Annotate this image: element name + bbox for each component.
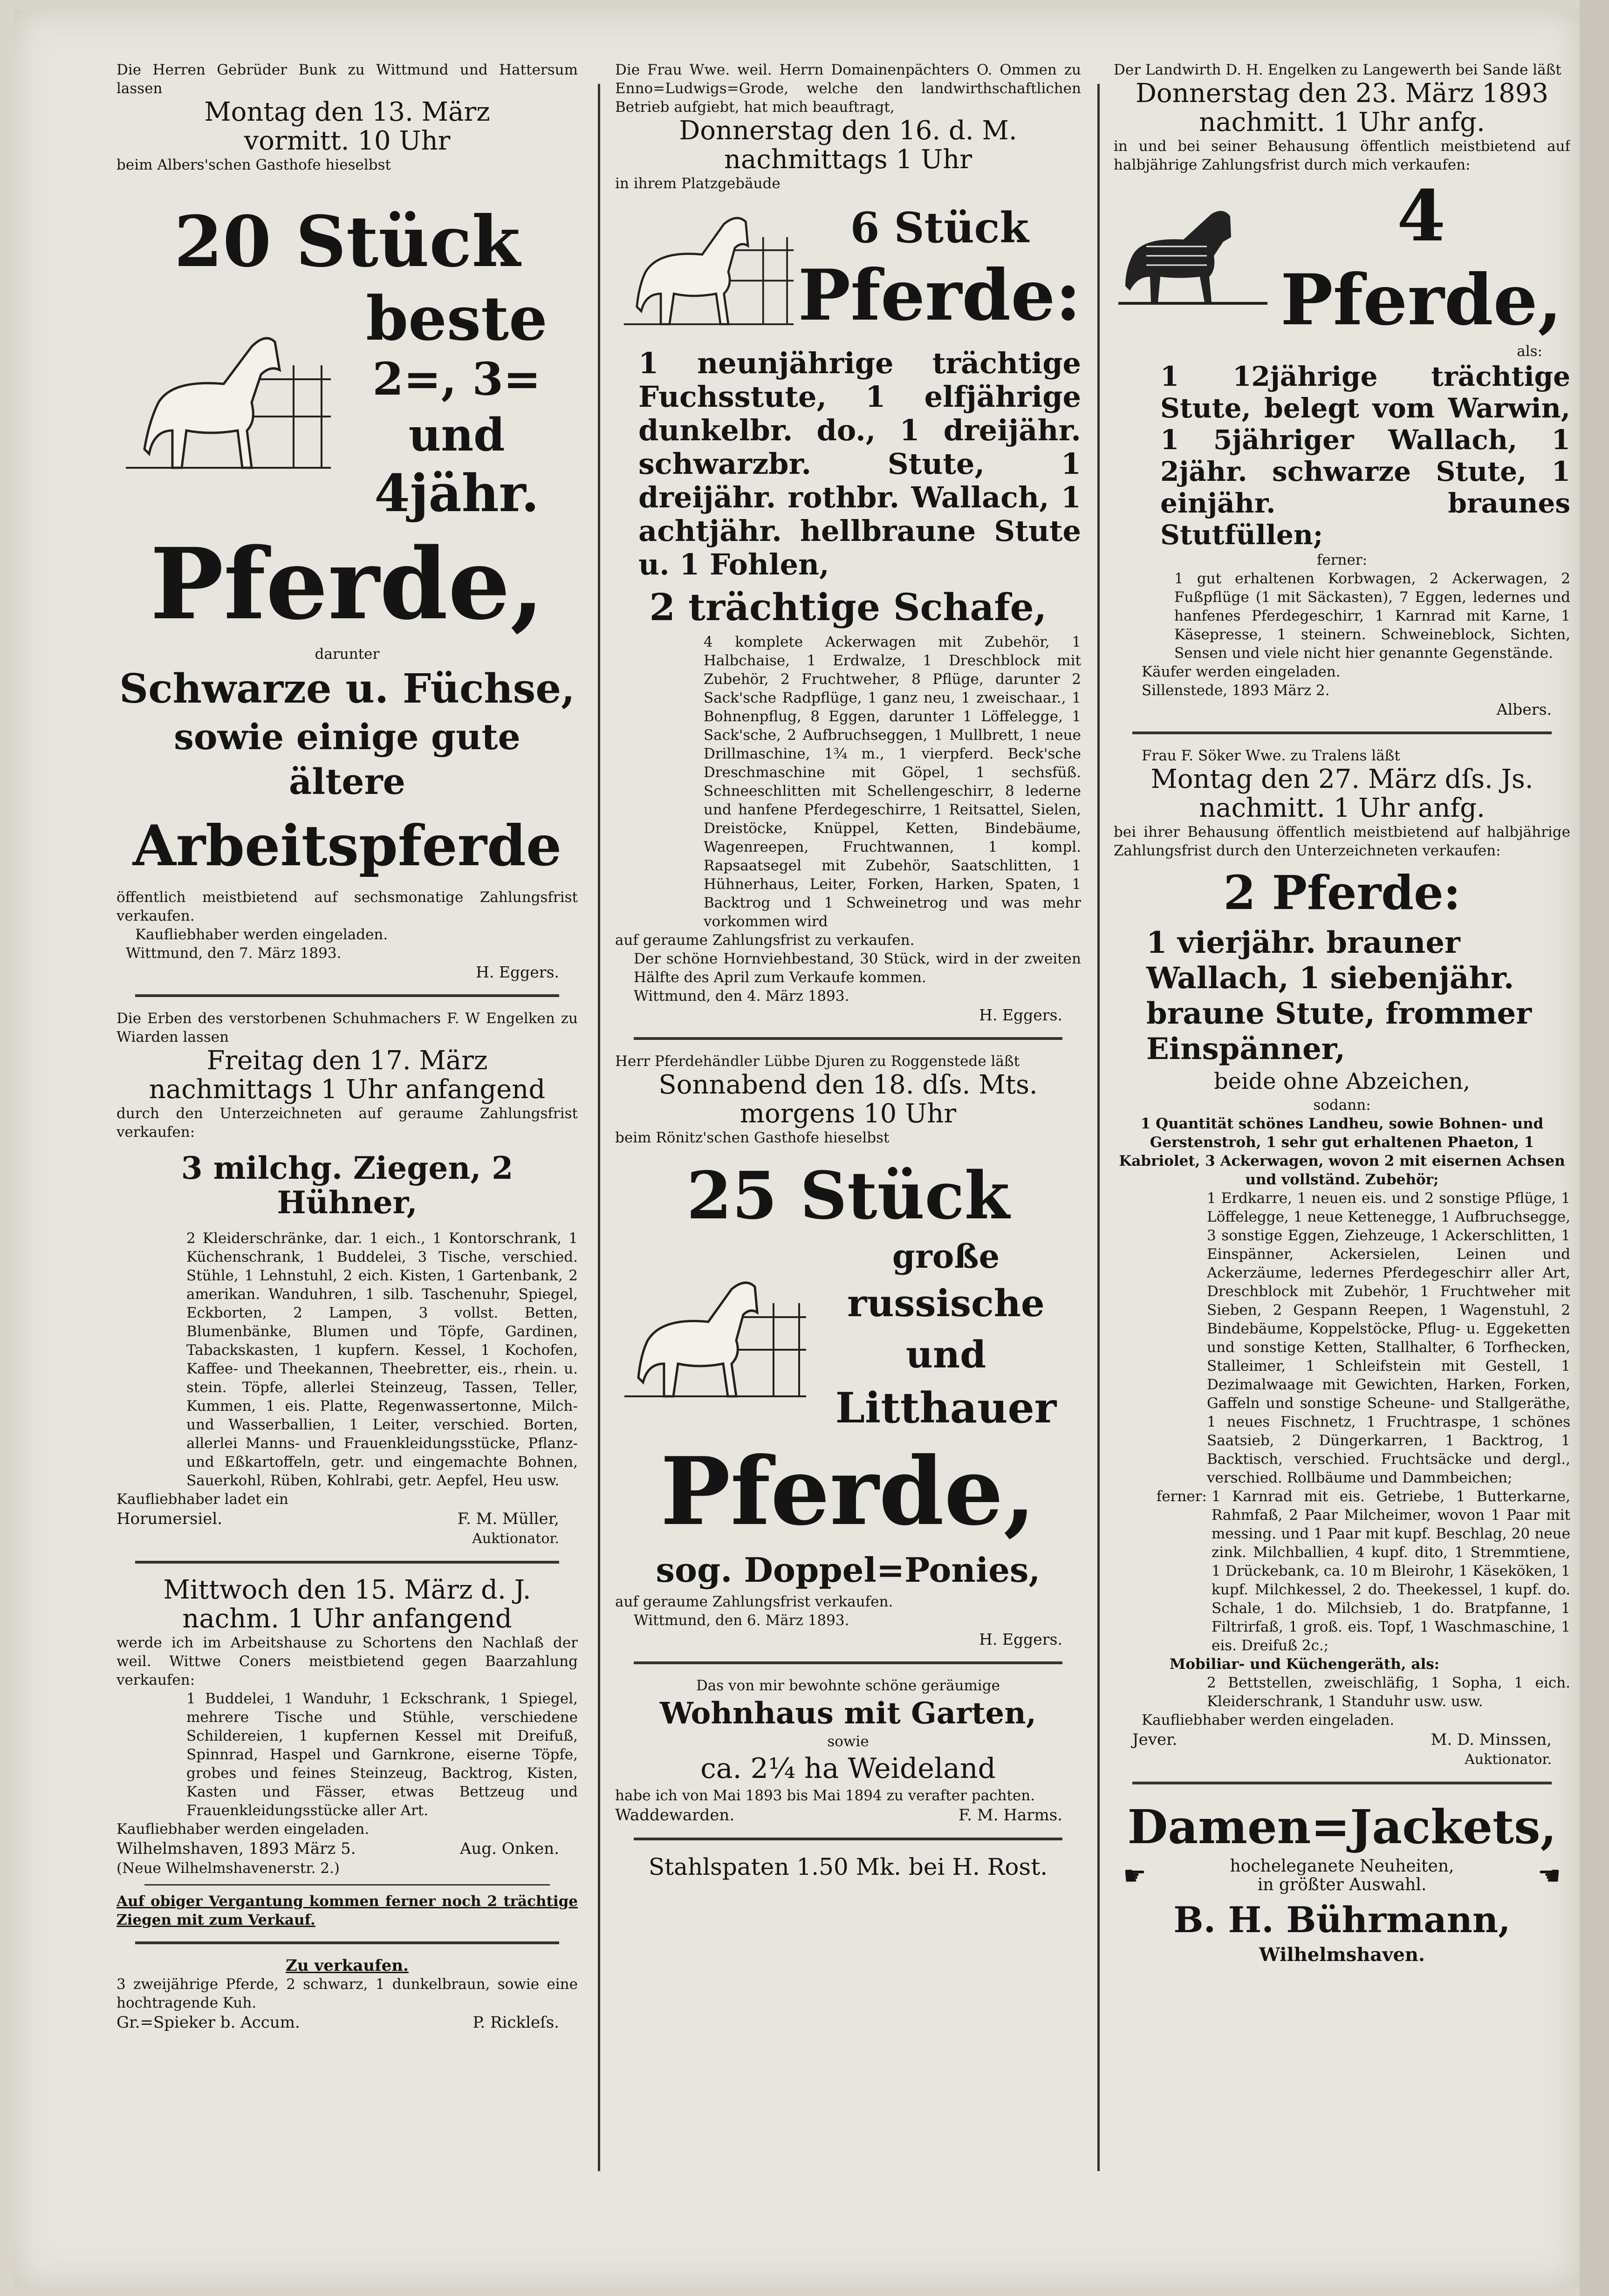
ad-intro: Die Erben des verstorbenen Schuhmachers F. W Engelken zu Wiarden lassen bbox=[116, 1010, 578, 1046]
ad-buyers: Käufer werden eingeladen. bbox=[1142, 663, 1341, 680]
ad-place: beim Albers'schen Gasthofe hieselbst bbox=[116, 157, 391, 173]
advertisement-djuren-horse-sale bbox=[615, 1052, 1081, 1649]
page-edge bbox=[1580, 0, 1609, 2296]
ad-intro: werde ich im Arbeitshause zu Schortens den Nachlaß der weil. Wittwe Coners meistbietend gegen Baarzahlung verkaufen: bbox=[116, 1634, 578, 1688]
ad-signature: H. Eggers. bbox=[979, 1006, 1062, 1024]
ad-line4: sog. Doppel=Ponies, bbox=[656, 1550, 1041, 1590]
ad-place: Horumersiel. bbox=[116, 1510, 223, 1528]
ad-role: Auktionator. bbox=[472, 1531, 559, 1547]
ad-date: Sonnabend den 18. dſs. Mts. bbox=[658, 1070, 1038, 1100]
divider bbox=[135, 994, 559, 997]
ad-place: in ihrem Platzgebäude bbox=[615, 175, 781, 192]
ad-role: Auktionator. bbox=[1465, 1751, 1552, 1768]
ad-date: Montag den 27. März dſs. Js. bbox=[1150, 764, 1534, 794]
ad-area: ca. 2¼ ha Weideland bbox=[700, 1752, 996, 1785]
horse-icon bbox=[615, 1257, 811, 1415]
divider bbox=[144, 1884, 550, 1886]
advertisement-for-sale bbox=[116, 1956, 578, 2033]
ad-time: nachmitt. 1 Uhr anfg. bbox=[1199, 793, 1485, 823]
ad-list-bold: 1 Quantität schönes Landheu, sowie Bohnen- und Gerstenstroh, 1 sehr gut erhaltenen Phaeton, 1 Kabriolet, 3 Ackerwagen, wovon 2 mit eisernen Achsen und vollständ. Zubehör; bbox=[1119, 1115, 1565, 1188]
ad-ferner-label: ferner: bbox=[1156, 1488, 1207, 1505]
ad-darunter: darunter bbox=[315, 646, 380, 663]
ad-signature: H. Eggers. bbox=[979, 1630, 1062, 1648]
column-rule bbox=[1097, 84, 1100, 2171]
ad-terms: auf geraume Zahlungsfrist verkaufen. bbox=[615, 1593, 893, 1610]
divider bbox=[135, 1561, 559, 1564]
ad-sowie: sowie bbox=[827, 1733, 869, 1750]
ad-place-date: Wittmund, den 7. März 1893. bbox=[126, 945, 342, 962]
advertisement-soeker-auction bbox=[1114, 746, 1570, 1770]
ad-ferner: ferner: bbox=[1316, 552, 1368, 568]
ad-line1: hocheleganete Neuheiten, bbox=[1230, 1857, 1454, 1876]
ad-line2: russische und bbox=[847, 1281, 1045, 1376]
ad-signature: H. Eggers. bbox=[476, 963, 559, 981]
ad-terms: in und bei seiner Behausung öffentlich meistbietend auf halbjährige Zahlungsfrist durch mich verkaufen: bbox=[1114, 138, 1570, 173]
ad-line2: 2=, 3= und bbox=[372, 353, 541, 461]
ad-firm: B. H. Bührmann, bbox=[1173, 1899, 1511, 1941]
ad-place: Jever. bbox=[1132, 1730, 1178, 1749]
ad-headline: Zu verkaufen. bbox=[286, 1956, 409, 1975]
ad-date: Mittwoch den 15. März d. J. bbox=[163, 1575, 531, 1605]
divider bbox=[135, 1941, 559, 1944]
column-2 bbox=[615, 61, 1081, 1881]
ad-date: Donnerstag den 16. d. M. bbox=[679, 116, 1017, 146]
ad-buyers: Kaufliebhaber werden eingeladen. bbox=[1142, 1712, 1395, 1729]
ad-headline: Damen=Jackets, bbox=[1127, 1799, 1557, 1854]
ad-line1: große bbox=[892, 1237, 1000, 1276]
ad-signature: M. D. Minssen, bbox=[1431, 1730, 1552, 1749]
ad-headline: 2 Pferde: bbox=[1223, 865, 1461, 920]
horse-icon bbox=[1114, 205, 1272, 312]
pointing-hand-right-icon: ☛ bbox=[1123, 1860, 1147, 1891]
ad-line2: in größter Auswahl. bbox=[1257, 1875, 1427, 1894]
ad-date: Freitag den 17. März bbox=[206, 1046, 488, 1076]
ad-list-horses: 1 neunjährige trächtige Fuchsstute, 1 elfjährige dunkelbr. do., 1 dreijähr. schwarzbr. Stute, 1 dreijähr. rothbr. Wallach, 1 achtjähr. hellbraune Stute u. 1 Fohlen, bbox=[638, 346, 1081, 581]
ad-count: 20 Stück bbox=[174, 201, 520, 283]
divider bbox=[634, 1661, 1062, 1664]
ad-sodann: sodann: bbox=[1313, 1097, 1371, 1114]
ad-headline: Pferde: bbox=[798, 254, 1081, 336]
ad-line4: Schwarze u. Füchse, bbox=[119, 665, 575, 712]
ad-time: nachmittags 1 Uhr anfangend bbox=[149, 1074, 546, 1105]
ad-place: Gr.=Spieker b. Accum. bbox=[116, 2013, 300, 2032]
ad-intro: Herr Pferdehändler Lübbe Djuren zu Roggenstede läßt bbox=[615, 1053, 1020, 1070]
ad-signature: F. M. Müller, bbox=[457, 1510, 559, 1528]
ad-line3: Litthauer bbox=[835, 1383, 1057, 1433]
advertisement-engelken-auction bbox=[1114, 61, 1570, 719]
ad-address: (Neue Wilhelmshavenerstr. 2.) bbox=[116, 1860, 340, 1877]
ad-headline: 4 Pferde, bbox=[1280, 175, 1562, 341]
ad-date: Donnerstag den 23. März 1893 bbox=[1136, 78, 1548, 109]
ad-mobiliar: Mobiliar- und Küchengeräth, als: bbox=[1170, 1656, 1440, 1673]
ad-headline: Wohnhaus mit Garten, bbox=[659, 1696, 1037, 1731]
ad-count: 6 Stück bbox=[850, 203, 1029, 253]
ad-buyers: Kaufliebhaber ladet ein bbox=[116, 1491, 288, 1508]
ad-time: nachmittags 1 Uhr bbox=[724, 144, 972, 175]
ad-time: vormitt. 10 Uhr bbox=[244, 126, 451, 156]
ad-list-horses: 1 vierjähr. brauner Wallach, 1 siebenjähr. braune Stute, frommer Einspänner, bbox=[1146, 925, 1532, 1066]
ad-text: habe ich von Mai 1893 bis Mai 1894 zu verafter pachten. bbox=[615, 1787, 1035, 1804]
advertisement-spades: Stahlspaten 1.50 Mk. bei H. Rost. bbox=[648, 1853, 1048, 1880]
ad-terms: auf geraume Zahlungsfrist zu verkaufen. bbox=[615, 932, 915, 949]
ad-place-date: Wilhelmshaven, 1893 März 5. bbox=[116, 1839, 356, 1858]
divider bbox=[1132, 731, 1552, 734]
ad-headline-2: 2 trächtige Schafe, bbox=[649, 585, 1047, 629]
ad-item-list: 1 Buddelei, 1 Wanduhr, 1 Eckschrank, 1 Spiegel, mehrere Tische und Stühle, verschiedene Schildereien, 1 kupfernen Kessel mit Dreifuß, Spinnrad, Haspel und Garnkrone, eiserne Töpfe, grobes und feines Steinzeug, Backtrog, Kisten, Kasten und Fässer, etwas Bettzeug und Frauenkleidungsstücke aller Art. bbox=[186, 1690, 578, 1819]
ad-headline-2: Arbeitspferde bbox=[132, 813, 562, 879]
ad-place-date: Wittmund, den 6. März 1893. bbox=[634, 1612, 849, 1629]
ad-note: Auf obiger Vergantung kommen ferner noch 2 trächtige Ziegen mit zum Verkauf. bbox=[116, 1893, 578, 1928]
ad-intro: Frau F. Söker Wwe. zu Tralens läßt bbox=[1142, 747, 1400, 764]
column-rule bbox=[598, 84, 600, 2171]
advertisement-engelken-estate bbox=[116, 1009, 578, 1549]
ad-place-date: Wittmund, den 4. März 1893. bbox=[634, 988, 849, 1004]
ad-list-horses: 1 12jährige trächtige Stute, belegt vom Warwin, 1 5jähriger Wallach, 1 2jähr. schwarze Stute, 1 einjähr. braunes Stutfüllen; bbox=[1160, 361, 1570, 551]
divider bbox=[1132, 1782, 1552, 1784]
ad-buyers: Kaufliebhaber werden eingeladen. bbox=[116, 1821, 370, 1838]
ad-intro: Das von mir bewohnte schöne geräumige bbox=[696, 1677, 1000, 1694]
ad-place: beim Rönitz'schen Gasthofe hieselbst bbox=[615, 1129, 890, 1146]
ad-terms: bei ihrer Behausung öffentlich meistbietend auf halbjährige Zahlungsfrist durch den Unterzeichneten verkaufen: bbox=[1114, 824, 1570, 859]
ad-signature: Aug. Onken. bbox=[459, 1839, 559, 1858]
ad-item-list: 2 Kleiderschränke, dar. 1 eich., 1 Kontorschrank, 1 Küchenschrank, 1 Buddelei, 3 Tische, verschied. Stühle, 1 Lehnstuhl, 2 eich. Kisten, 1 Gartenbank, 2 amerikan. Wanduhren, 1 silb. Taschenuhr, Spiegel, Eckborten, 2 Lampen, 3 vollst. Betten, Blumenbänke, Blumen und Töpfe, Gardinen, Tabackskasten, 1 kupfern. Kessel, 1 Kochofen, Kaffee- und Theekannen, Theebretter, eis., rhein. u. stein. Töpfe, allerlei Steinzeug, Tassen, Teller, Kummen, 1 eis. Platte, Regenwassertonne, Milch- und Wasserballien, 1 Leiter, verschied. Borten, allerlei Manns- und Frauenkleidungsstücke, Pflanz- und Eßkartoffeln, getr. und eingemachte Bohnen, Sauerkohl, Rüben, Kohlrabi, getr. Aepfel, Heu usw. bbox=[186, 1230, 578, 1489]
column-1 bbox=[116, 61, 578, 2033]
ad-terms: durch den Unterzeichneten auf geraume Zahlungsfrist verkaufen: bbox=[116, 1105, 578, 1141]
advertisement-ladies-jackets bbox=[1114, 1797, 1570, 1964]
advertisement-house-rental bbox=[615, 1676, 1081, 1825]
advertisement-coners-estate bbox=[116, 1576, 578, 1929]
ad-item-list: 1 Erdkarre, 1 neuen eis. und 2 sonstige Pflüge, 1 Löffelegge, 1 neue Kettenegge, 1 Aufbruchsegge, 3 sonstige Eggen, Ziehzeuge, 1 Ackerschlitten, 1 Einspänner, Ackersielen, Leinen und Ackerzäume, ledernes Pferdegeschirr aller Art, Dreschblock mit Zubehör, 1 Fruchtweher mit Sieben, 2 Gespann Reepen, 1 Wagenstuhl, 2 Bindebäume, Koppelstöcke, Pflug- u. Eggeketten und sonstige Ketten, Stallhalter, 6 Torfhecken, Stalleimer, 1 Schleifstein mit Gestell, 1 Dezimalwaage mit Gewichten, Harken, Forken, Gaffeln und sonstige Scheune- und Stallgeräthe, 1 neues Fischnetz, 1 Fruchtraspe, 1 schönes Saatsieb, 2 Düngerkarren, 1 Backtrog, 1 Backtisch, verschied. Fruchtsäcke und dergl., verschied. Rollbäume und Dammbeichen; bbox=[1207, 1190, 1570, 1486]
ad-date: Montag den 13. März bbox=[204, 97, 490, 127]
ad-mobiliar-list: 2 Bettstellen, zweischläfig, 1 Sopha, 1 eich. Kleiderschrank, 1 Standuhr usw. usw. bbox=[1207, 1674, 1570, 1710]
ad-signature: Albers. bbox=[1496, 700, 1552, 718]
column-3 bbox=[1114, 61, 1570, 1964]
horse-icon bbox=[116, 314, 335, 496]
ad-headline: Pferde, bbox=[150, 526, 545, 642]
ad-headline: 3 milchg. Ziegen, 2 Hühner, bbox=[181, 1150, 514, 1221]
ad-signature: P. Rickleſs. bbox=[472, 2013, 559, 2032]
advertisement-ommen-auction bbox=[615, 61, 1081, 1025]
ad-ferner-list: 1 Karnrad mit eis. Getriebe, 1 Butterkarne, Rahmfaß, 2 Paar Milcheimer, wovon 1 Paar mit messing. und 1 Paar mit kupf. Beschlag, 20 neue zink. Milchballien, 4 kupf. dito, 1 Stremmtiene, 1 Drückebank, ca. 10 m Bleirohr, 1 Käseköken, 1 kupf. Milchkessel, 2 do. Theekessel, 1 kupf. do. Schale, 1 do. Milchsieb, 1 do. Bratpfanne, 1 Filtrirfaß, 1 groß. eis. Topf, 1 Waschmaschine, 1 eis. Dreifuß 2c.; bbox=[1212, 1488, 1570, 1654]
ad-line3: 4jähr. bbox=[374, 463, 539, 523]
ad-count: 25 Stück bbox=[686, 1158, 1010, 1234]
ad-intro: Die Frau Wwe. weil. Herrn Domainenpächters O. Ommen zu Enno=Ludwigs=Grode, welche den landwirthschaftlichen Betrieb aufgiebt, hat mich beauftragt, bbox=[615, 62, 1081, 116]
ad-time: morgens 10 Uhr bbox=[739, 1099, 957, 1129]
ad-als: als: bbox=[1517, 343, 1542, 360]
ad-time: nachm. 1 Uhr anfangend bbox=[182, 1604, 512, 1634]
ad-line: beide ohne Abzeichen, bbox=[1213, 1068, 1471, 1094]
ad-intro: Die Herren Gebrüder Bunk zu Wittmund und Hattersum lassen bbox=[116, 62, 578, 97]
ad-time: nachmitt. 1 Uhr anfg. bbox=[1199, 107, 1485, 137]
ad-place: Waddewarden. bbox=[615, 1806, 735, 1824]
ad-buyers: Kaufliebhaber werden eingeladen. bbox=[135, 926, 388, 943]
ad-place-date: Sillenstede, 1893 März 2. bbox=[1142, 682, 1330, 699]
pointing-hand-left-icon: ☚ bbox=[1537, 1860, 1561, 1891]
advertisement-horse-auction-bunk bbox=[116, 61, 578, 982]
ad-terms: öffentlich meistbietend auf sechsmonatige Zahlungsfrist verkaufen. bbox=[116, 889, 578, 924]
ad-item-list: 4 komplete Ackerwagen mit Zubehör, 1 Halbchaise, 1 Erdwalze, 1 Dreschblock mit Zubehör, 2 Fruchtweher, 8 Pflüge, darunter 2 Sack'sche Radpflüge, 1 ganz neu, 1 zweischaar., 1 Bohnenpflug, 8 Eggen, darunter 1 Löffelegge, 1 Sack'sche, 2 Aufbruchseggen, 1 Mullbrett, 1 neue Drillmaschine, 1¾ m., 1 vierpferd. Beck'sche Dreschmaschine mit Göpel, 1 sechsfüß. Schneeschlitten mit Schellengeschirr, 8 lederne und hanfene Pferdegeschirre, 1 Reitsattel, Sielen, Dreistöcke, Knüppel, Ketten, Bindebäume, Wagenreepen, Fruchtwannen, 1 kompl. Rapsaatsegel mit Zubehör, Saatschlitten, 1 Hühnerhaus, Leiter, Forken, Harken, Spaten, 1 Backtrog und 1 Schweinetrog und was mehr vorkommen wird bbox=[704, 634, 1081, 930]
ad-city: Wilhelmshaven. bbox=[1259, 1944, 1425, 1964]
ad-signature: F. M. Harms. bbox=[958, 1806, 1062, 1824]
ad-intro: Der Landwirth D. H. Engelken zu Langewerth bei Sande läßt bbox=[1114, 62, 1561, 78]
ad-note: Der schöne Hornviehbestand, 30 Stück, wird in der zweiten Hälfte des April zum Verkaufe kommen. bbox=[634, 950, 1081, 986]
divider bbox=[634, 1838, 1062, 1840]
ad-item-list: 1 gut erhaltenen Korbwagen, 2 Ackerwagen, 2 Fußpflüge (1 mit Säckasten), 7 Eggen, ledernes und hanfenes Pferdegeschirr, 1 Karnrad mit Karne, 1 Käsepresse, 1 steinern. Schweineblock, Sichten, Sensen und viele nicht hier genannte Gegenstände. bbox=[1174, 570, 1570, 662]
divider bbox=[634, 1037, 1062, 1040]
ad-line5: sowie einige gute ältere bbox=[174, 716, 520, 802]
horse-icon bbox=[615, 193, 798, 347]
ad-line1: beste bbox=[366, 283, 548, 354]
ad-text: 3 zweijährige Pferde, 2 schwarz, 1 dunkelbraun, sowie eine hochtragende Kuh. bbox=[116, 1976, 578, 2011]
ad-headline: Pferde, bbox=[660, 1437, 1036, 1546]
